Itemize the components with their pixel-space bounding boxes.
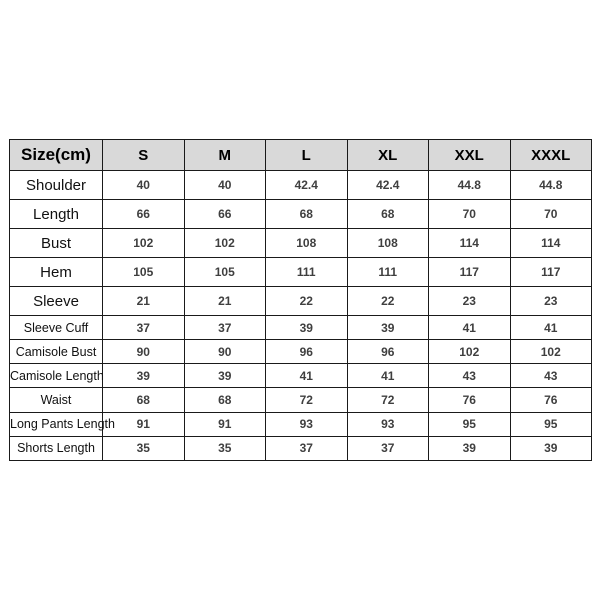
value-cell: 105 xyxy=(103,258,185,287)
value-cell: 43 xyxy=(510,364,592,388)
value-cell: 66 xyxy=(184,200,266,229)
value-cell: 35 xyxy=(103,436,185,460)
measurement-label: Shoulder xyxy=(10,171,103,200)
column-header-xxl: XXL xyxy=(429,140,511,171)
value-cell: 43 xyxy=(429,364,511,388)
value-cell: 102 xyxy=(184,229,266,258)
value-cell: 70 xyxy=(510,200,592,229)
value-cell: 90 xyxy=(103,340,185,364)
value-cell: 41 xyxy=(347,364,429,388)
value-cell: 23 xyxy=(510,287,592,316)
value-cell: 39 xyxy=(510,436,592,460)
measurement-label: Long Pants Length xyxy=(10,412,103,436)
column-header-s: S xyxy=(103,140,185,171)
value-cell: 41 xyxy=(266,364,348,388)
value-cell: 22 xyxy=(266,287,348,316)
column-header-l: L xyxy=(266,140,348,171)
value-cell: 76 xyxy=(510,388,592,412)
table-row xyxy=(10,287,592,316)
value-cell: 102 xyxy=(510,340,592,364)
measurement-label: Sleeve xyxy=(10,287,103,316)
table-row xyxy=(10,229,592,258)
value-cell: 95 xyxy=(510,412,592,436)
value-cell: 102 xyxy=(103,229,185,258)
value-cell: 117 xyxy=(429,258,511,287)
table-row xyxy=(10,258,592,287)
table-row xyxy=(10,316,592,340)
value-cell: 96 xyxy=(347,340,429,364)
column-header-m: M xyxy=(184,140,266,171)
value-cell: 114 xyxy=(510,229,592,258)
value-cell: 39 xyxy=(184,364,266,388)
measurement-label: Bust xyxy=(10,229,103,258)
value-cell: 37 xyxy=(103,316,185,340)
table-row xyxy=(10,171,592,200)
value-cell: 68 xyxy=(103,388,185,412)
measurement-label: Sleeve Cuff xyxy=(10,316,103,340)
value-cell: 37 xyxy=(347,436,429,460)
value-cell: 96 xyxy=(266,340,348,364)
value-cell: 93 xyxy=(347,412,429,436)
value-cell: 91 xyxy=(103,412,185,436)
value-cell: 21 xyxy=(103,287,185,316)
table-title-cell: Size(cm) xyxy=(10,140,103,171)
measurement-label: Camisole Length xyxy=(10,364,103,388)
value-cell: 95 xyxy=(429,412,511,436)
value-cell: 35 xyxy=(184,436,266,460)
value-cell: 37 xyxy=(184,316,266,340)
value-cell: 117 xyxy=(510,258,592,287)
measurement-label: Camisole Bust xyxy=(10,340,103,364)
value-cell: 44.8 xyxy=(429,171,511,200)
size-chart-table xyxy=(9,139,592,461)
value-cell: 21 xyxy=(184,287,266,316)
column-header-xl: XL xyxy=(347,140,429,171)
value-cell: 39 xyxy=(347,316,429,340)
value-cell: 37 xyxy=(266,436,348,460)
measurement-label: Waist xyxy=(10,388,103,412)
value-cell: 68 xyxy=(347,200,429,229)
table-row xyxy=(10,340,592,364)
value-cell: 39 xyxy=(103,364,185,388)
table-row xyxy=(10,388,592,412)
value-cell: 105 xyxy=(184,258,266,287)
table-row xyxy=(10,200,592,229)
value-cell: 72 xyxy=(347,388,429,412)
table-row xyxy=(10,412,592,436)
value-cell: 76 xyxy=(429,388,511,412)
value-cell: 39 xyxy=(266,316,348,340)
value-cell: 108 xyxy=(347,229,429,258)
value-cell: 40 xyxy=(103,171,185,200)
value-cell: 111 xyxy=(266,258,348,287)
value-cell: 108 xyxy=(266,229,348,258)
value-cell: 44.8 xyxy=(510,171,592,200)
table-row xyxy=(10,436,592,460)
value-cell: 23 xyxy=(429,287,511,316)
table-row xyxy=(10,364,592,388)
value-cell: 114 xyxy=(429,229,511,258)
measurement-label: Shorts Length xyxy=(10,436,103,460)
value-cell: 68 xyxy=(184,388,266,412)
column-header-xxxl: XXXL xyxy=(510,140,592,171)
value-cell: 42.4 xyxy=(266,171,348,200)
value-cell: 102 xyxy=(429,340,511,364)
value-cell: 66 xyxy=(103,200,185,229)
value-cell: 93 xyxy=(266,412,348,436)
value-cell: 42.4 xyxy=(347,171,429,200)
value-cell: 90 xyxy=(184,340,266,364)
table-header-row xyxy=(10,140,592,171)
measurement-label: Hem xyxy=(10,258,103,287)
value-cell: 22 xyxy=(347,287,429,316)
value-cell: 111 xyxy=(347,258,429,287)
measurement-label: Length xyxy=(10,200,103,229)
value-cell: 40 xyxy=(184,171,266,200)
value-cell: 41 xyxy=(510,316,592,340)
value-cell: 91 xyxy=(184,412,266,436)
value-cell: 41 xyxy=(429,316,511,340)
value-cell: 72 xyxy=(266,388,348,412)
value-cell: 70 xyxy=(429,200,511,229)
value-cell: 39 xyxy=(429,436,511,460)
value-cell: 68 xyxy=(266,200,348,229)
